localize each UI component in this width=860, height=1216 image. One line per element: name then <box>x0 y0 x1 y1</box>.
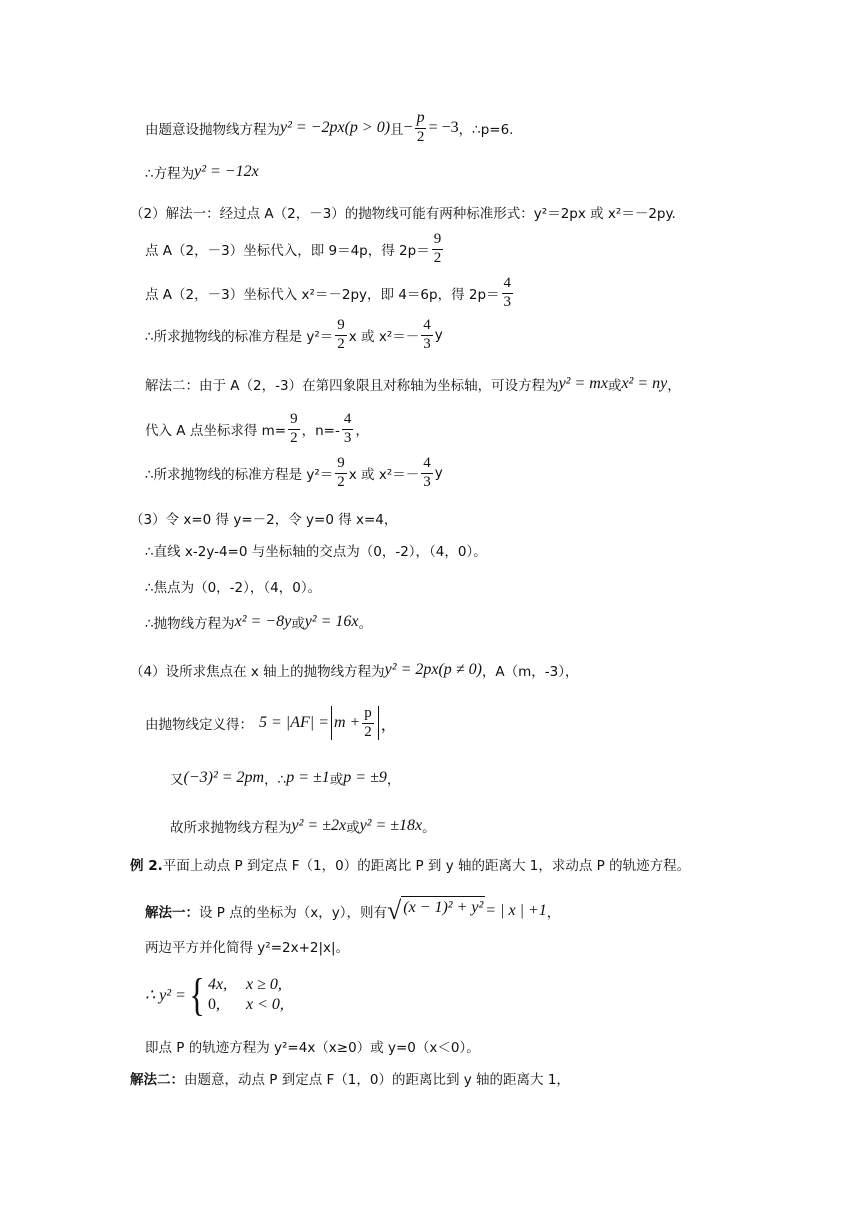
text: ∴方程为 <box>145 166 195 182</box>
text: 又 <box>170 772 184 788</box>
line-11 <box>145 540 487 560</box>
equation: x² = ny <box>621 375 668 392</box>
fraction-4-over-3: $\frac{4}{3}$ <box>503 275 512 310</box>
text: ，A（m，-3）， <box>481 664 579 680</box>
text: ，n=- <box>301 423 340 440</box>
line-2 <box>145 162 259 182</box>
text: ，∴ <box>264 772 287 788</box>
text: 由题意设抛物线方程为 <box>145 121 280 138</box>
brace: { <box>189 969 205 1020</box>
equation: = | x | +1 <box>485 902 547 919</box>
fraction-p-over-2: $\frac{p}{2}$ <box>416 109 425 145</box>
equation: y² = ±2x <box>291 817 347 834</box>
line-10 <box>130 508 397 528</box>
line-6 <box>145 318 443 353</box>
text: y <box>434 465 443 482</box>
math-sign: − <box>403 118 413 136</box>
equation: x² = −8y <box>234 613 292 630</box>
sqrt-expression: √ (x − 1)² + y² <box>386 896 484 925</box>
text: 或 <box>329 772 344 788</box>
line-19 <box>145 896 560 926</box>
line-8 <box>145 412 369 447</box>
text: 且 <box>390 121 404 138</box>
line-13 <box>145 612 372 632</box>
abs-bar <box>331 706 332 740</box>
text: 或 <box>607 378 622 394</box>
text: ，∴p=6. <box>458 121 514 138</box>
line-20 <box>145 936 349 956</box>
equation: p = ±9 <box>343 769 387 786</box>
line-3 <box>130 202 676 222</box>
text: 两边平方并化简得 y²=2x+2|x|。 <box>145 940 350 956</box>
text: 或 <box>346 820 360 836</box>
text: 。 <box>422 820 436 836</box>
text: ∴抛物线方程为 <box>145 616 235 632</box>
line-12 <box>145 576 321 596</box>
text: ， <box>546 905 561 921</box>
line-15 <box>145 706 397 741</box>
text: （2）解法一：经过点 A（2，－3）的抛物线可能有两种标准形式：y²＝2px 或 x²＝－2py. <box>130 206 676 222</box>
line-14 <box>130 660 579 680</box>
equation: 5 = |AF| = <box>259 714 329 732</box>
text: ∴所求抛物线的标准方程是 y²＝ <box>145 467 334 484</box>
text: ， <box>667 378 681 394</box>
equation: y² = 16x <box>304 613 359 630</box>
text: y <box>434 327 443 344</box>
equation: y² = ±18x <box>359 817 423 834</box>
text: （4）设所求焦点在 x 轴上的抛物线方程为 <box>130 664 385 680</box>
equation: y² = 2px(p ≠ 0) <box>384 661 482 678</box>
fraction-9-over-2: $\frac{9}{2}$ <box>337 317 345 352</box>
equation: m + <box>333 714 361 732</box>
line-1 <box>145 110 513 146</box>
fraction-9-over-2: $\frac{9}{2}$ <box>433 231 442 266</box>
text: 设 P 点的坐标为（x，y），则有 <box>199 905 387 921</box>
example-2 <box>130 854 690 874</box>
text: ∴所求抛物线的标准方程是 y²＝ <box>145 329 334 346</box>
fraction-9-over-2: $\frac{9}{2}$ <box>337 455 345 490</box>
cases: 4x, x ≥ 0, 0, x < 0, <box>207 976 284 1013</box>
equation: y² = mx <box>558 375 608 392</box>
line-17 <box>170 816 436 836</box>
example-label: 例 2. <box>130 858 163 874</box>
text: 即点 P 的轨迹方程为 y²=4x（x≥0）或 y=0（x＜0）。 <box>145 1040 480 1056</box>
equation: ∴ y² = <box>145 987 186 1004</box>
line-23 <box>130 1068 570 1088</box>
fraction-p-over-2: $\frac{p}{2}$ <box>364 705 372 740</box>
equation: y² = −12x <box>194 163 259 180</box>
text: 代入 A 点坐标求得 m= <box>145 423 287 440</box>
line-7 <box>145 374 681 394</box>
text: 解法二：由于 A（2，-3）在第四象限且对称轴为坐标轴，可设方程为 <box>145 378 559 394</box>
text: 平面上动点 P 到定点 F（1，0）的距离比 P 到 y 轴的距离大 1，求动点 P 的轨迹方程。 <box>162 858 691 874</box>
text: x 或 x²＝－ <box>348 329 420 346</box>
line-22 <box>145 1036 480 1056</box>
text: 。 <box>358 616 372 632</box>
text: 由抛物线定义得： <box>145 717 253 734</box>
equation: (−3)² = 2pm <box>183 769 265 786</box>
abs-bar <box>378 706 379 740</box>
equation: p = ±1 <box>286 769 330 786</box>
equation: y² = −2px(p > 0) <box>280 118 391 136</box>
text: ∴焦点为（0，-2），（4，0）。 <box>145 580 322 596</box>
fraction-4-over-3: $\frac{4}{3}$ <box>423 317 431 352</box>
text: 或 <box>291 616 305 632</box>
line-4 <box>145 232 445 267</box>
text: ， <box>386 772 401 788</box>
text: ， <box>355 423 369 440</box>
solution-label: 解法一： <box>145 905 199 921</box>
fraction-4-over-3: $\frac{4}{3}$ <box>423 455 431 490</box>
text: x 或 x²＝－ <box>348 467 420 484</box>
line-5 <box>145 276 515 311</box>
piecewise-equation <box>145 969 284 1020</box>
text: ， <box>380 716 397 734</box>
text: 故所求抛物线方程为 <box>170 820 292 836</box>
fraction-9-over-2: $\frac{9}{2}$ <box>290 411 298 446</box>
text: 点 A（2，－3）坐标代入 x²＝－2py，即 4＝6p，得 2p＝ <box>145 287 500 304</box>
line-9 <box>145 456 443 491</box>
text: 由题意，动点 P 到定点 F（1，0）的距离比到 y 轴的距离大 1， <box>184 1072 570 1088</box>
text: 点 A（2，－3）坐标代入，即 9＝4p，得 2p＝ <box>145 243 430 260</box>
text: （3）令 x=0 得 y=－2，令 y=0 得 x=4， <box>130 512 398 528</box>
solution-label: 解法二： <box>130 1072 184 1088</box>
line-16 <box>170 768 400 788</box>
equation: = −3 <box>428 118 459 136</box>
fraction-4-over-3: $\frac{4}{3}$ <box>343 411 352 446</box>
text: ∴直线 x-2y-4=0 与坐标轴的交点为（0，-2），（4，0）。 <box>145 544 487 560</box>
